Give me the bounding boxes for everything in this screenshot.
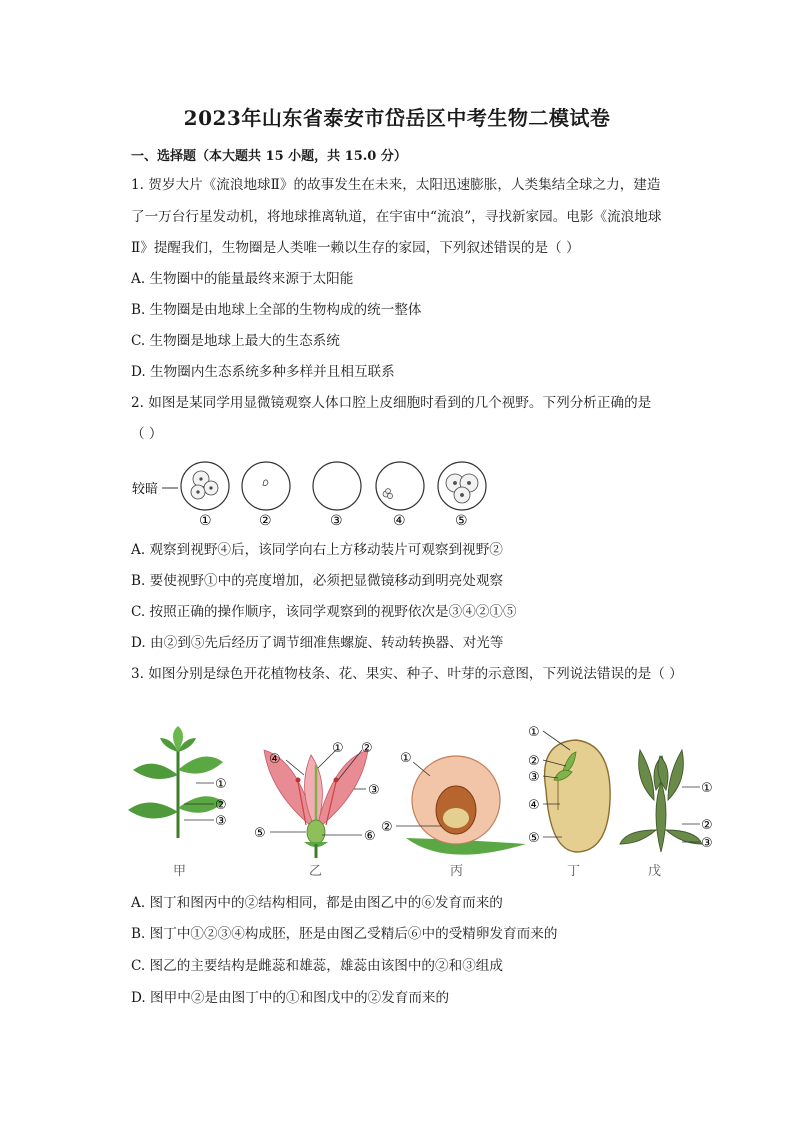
q3-option-a: A. 图丁和图丙中的②结构相同，都是由图乙中的⑥发育而来的 — [131, 895, 503, 911]
figure-name-wu: 戊 — [648, 864, 662, 879]
leaf-right-1 — [178, 757, 223, 774]
yi-label-5: ⑤ — [254, 826, 266, 841]
q1-option-b: B. 生物圈是由地球上全部的生物构成的统一整体 — [131, 302, 422, 318]
ding-label-3: ③ — [528, 770, 540, 785]
figure-name-ding: 丁 — [567, 864, 581, 879]
yi-label-1: ① — [332, 741, 344, 756]
q1-option-a: A. 生物圈中的能量最终来源于太阳能 — [131, 271, 354, 287]
ding-label-2: ② — [528, 754, 540, 769]
view-circle-3 — [313, 462, 361, 510]
page-title: 2023年山东省泰安市岱岳区中考生物二模试卷 — [183, 106, 611, 130]
q2-option-a: A. 观察到视野④后，该同学向右上方移动装片可观察到视野② — [131, 542, 503, 558]
q2-option-b: B. 要使视野①中的亮度增加，必须把显微镜移动到明亮处观察 — [131, 573, 504, 589]
q1-option-c: C. 生物圈是地球上最大的生态系统 — [131, 333, 340, 349]
q3-option-d: D. 图甲中②是由图丁中的①和图戊中的②发育而来的 — [131, 990, 450, 1006]
plant-structures-figure — [126, 720, 726, 882]
wu-label-2: ② — [701, 818, 713, 833]
small-cell-4 — [383, 489, 393, 499]
wu-label-3: ③ — [701, 836, 713, 851]
yi-label-2: ② — [361, 741, 373, 756]
q2-stem-line2: （ ） — [131, 426, 163, 442]
q1-option-d: D. 生物圈内生态系统多种多样并且相互联系 — [131, 364, 395, 380]
q3-option-b: B. 图丁中①②③④构成胚，胚是由图乙受精后⑥中的受精卵发育而来的 — [131, 926, 558, 942]
seed-in-fruit — [443, 808, 469, 828]
ovary — [307, 820, 325, 844]
q1-stem-line1: 1. 贺岁大片《流浪地球Ⅱ》的故事发生在未来，太阳迅速膨胀，人类集结全球之力，建造 — [131, 177, 661, 193]
q3-stem: 3. 如图分别是绿色开花植物枝条、花、果实、种子、叶芽的示意图，下列说法错误的是（ ） — [131, 666, 683, 682]
leaf-left-1 — [133, 764, 178, 779]
q1-stem-line3: Ⅱ》提醒我们，生物圈是人类唯一赖以生存的家园，下列叙述错误的是（ ） — [131, 240, 580, 256]
jia-label-2: ② — [215, 798, 227, 813]
cells-cluster-1 — [191, 471, 218, 499]
dim-label: 较暗 — [132, 482, 159, 497]
ding-label-1: ① — [528, 725, 540, 740]
small-cell-2 — [263, 480, 268, 486]
q2-option-c: C. 按照正确的操作顺序，该同学观察到的视野依次是③④②①⑤ — [131, 604, 517, 620]
view-label-5: ⑤ — [455, 513, 468, 529]
ding-label-5: ⑤ — [528, 831, 540, 846]
q3-option-c: C. 图乙的主要结构是雌蕊和雄蕊，雄蕊由该图中的②和③组成 — [131, 958, 503, 974]
yi-label-3: ③ — [368, 783, 380, 798]
seed-drawing — [545, 740, 610, 852]
ding-label-4: ④ — [528, 798, 540, 813]
q1-stem-line2: 了一万台行星发动机，将地球推离轨道，在宇宙中“流浪”，寻找新家园。电影《流浪地球 — [131, 209, 662, 225]
microscope-views-figure — [128, 455, 498, 531]
view-label-4: ④ — [393, 513, 406, 529]
view-label-2: ② — [259, 513, 272, 529]
q2-stem-line1: 2. 如图是某同学用显微镜观察人体口腔上皮细胞时看到的几个视野。下列分析正确的是 — [131, 395, 652, 411]
jia-label-1: ① — [215, 777, 227, 792]
bing-label-1: ① — [400, 751, 412, 766]
jia-label-3: ③ — [215, 814, 227, 829]
section-heading: 一、选择题（本大题共 15 小题，共 15.0 分） — [131, 149, 407, 164]
bing-label-2: ② — [381, 820, 393, 835]
yi-label-6: ⑥ — [364, 829, 376, 844]
wu-label-1: ① — [701, 781, 713, 796]
leaf-bud-drawing — [620, 750, 702, 852]
figure-name-jia: 甲 — [173, 864, 187, 879]
yi-label-4: ④ — [269, 752, 281, 767]
view-circle-2 — [242, 462, 290, 510]
q2-option-d: D. 由②到⑤先后经历了调节细准焦螺旋、转动转换器、对光等 — [131, 635, 504, 651]
figure-name-yi: 乙 — [309, 864, 323, 879]
view-label-1: ① — [199, 513, 212, 529]
view-label-3: ③ — [330, 513, 343, 529]
branch-drawing — [128, 726, 224, 838]
view-circle-4 — [376, 462, 424, 510]
cells-cluster-5 — [446, 474, 478, 503]
figure-name-bing: 丙 — [450, 864, 464, 879]
leaf-left-2 — [128, 802, 178, 818]
